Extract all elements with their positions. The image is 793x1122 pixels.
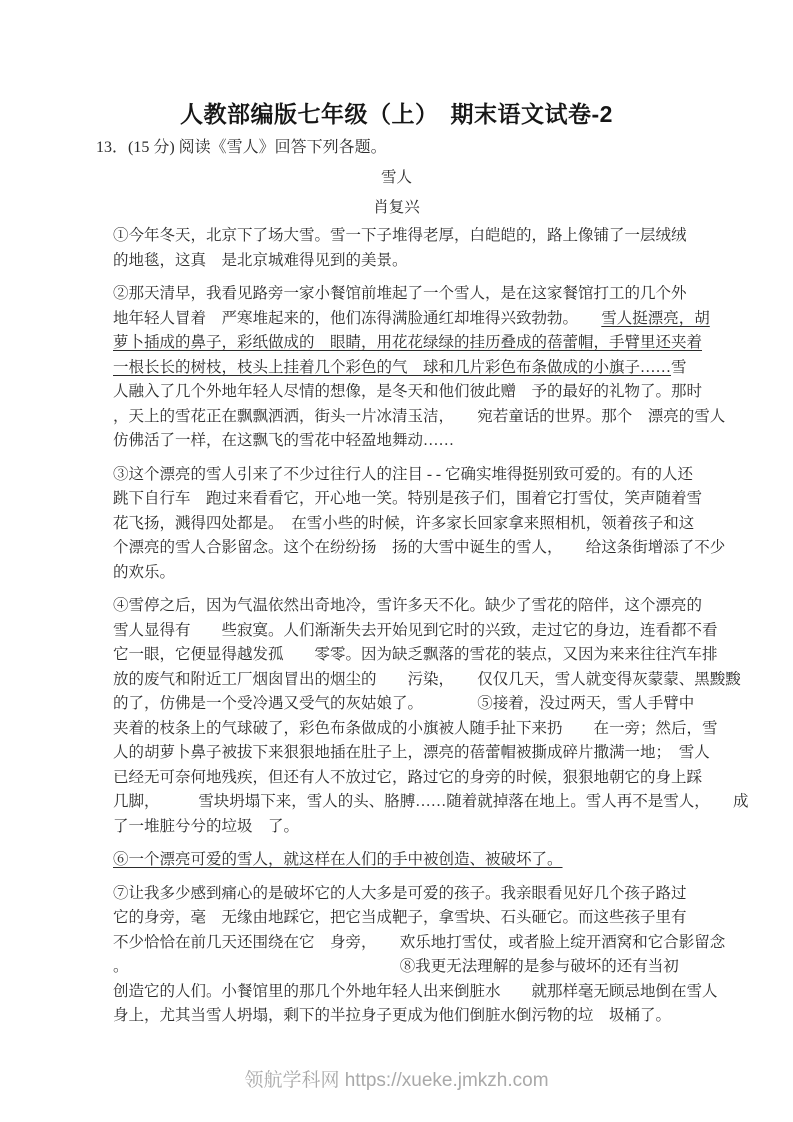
underlined-text-run: 雪人挺漂亮，胡 (601, 309, 710, 327)
underlined-text-run: 一根长长的树枝，枝头上挂着几个彩色的气 球和几片彩色布条做成的小旗子…… (113, 358, 672, 376)
text-run: 的地毯，这真 是北京城难得见到的美景。 (113, 251, 408, 269)
passage-paragraph-2 (113, 282, 726, 454)
passage-body (113, 224, 749, 1029)
passage-line (113, 487, 713, 512)
text-run: 雪人显得有 些寂寞。人们渐渐失去开始见到它时的兴致，走过它的身边，连看都不看 (113, 621, 718, 639)
text-run: 它的身旁，毫 无缘由地踩它，把它当成靶子，拿雪块、石头砸它。而这些孩子里有 (113, 909, 687, 926)
passage-line (113, 717, 718, 742)
passage-line (113, 955, 713, 980)
passage-line (113, 815, 713, 840)
passage-line (113, 249, 713, 274)
exam-title: 人教部编版七年级（上） 期末语文试卷-2 (180, 101, 613, 127)
text-run: 跳下自行车 跑过来看看它，开心地一笑。特别是孩子们，围着它打雪仗，笑声随着雪 (113, 490, 703, 507)
passage-title: 雪人 (380, 169, 412, 186)
text-run: 的欢乐。 (113, 563, 176, 581)
text-run: 人的胡萝卜鼻子被拔下来狠狠地插在肚子上，漂亮的蓓蕾帽被撕成碎片撒满一地； 雪人 (113, 744, 710, 761)
underlined-text-run: 萝卜插成的鼻子，彩纸做成的 眼睛，用花花绿绿的挂历叠成的蓓蕾帽，手臂里还夹着 (113, 334, 703, 351)
text-run: ，天上的雪花正在飘飘洒洒，街头一片冰清玉洁， 宛若童话的世界。那个 漂亮的雪人 (113, 407, 726, 425)
passage-line (113, 882, 713, 907)
passage-author: 肖复兴 (373, 199, 420, 216)
text-run: ④雪停之后，因为气温依然出奇地冷，雪许多天不化。缺少了雪花的陪伴，这个漂亮的 (113, 597, 703, 614)
passage-line (113, 282, 713, 307)
passage-line (113, 405, 726, 430)
text-run: 的了，仿佛是一个受冷遇又受气的灰姑娘了。 ⑤接着，没过两天，雪人手臂中 (113, 695, 695, 712)
passage-line (113, 980, 718, 1005)
passage-line (113, 561, 713, 586)
question-number-line: 13．(15 分) 阅读《雪人》回答下列各题。 (96, 139, 387, 156)
text-run: 夹着的枝条上的气球破了，彩色布条做成的小旗被人随手扯下来扔 在一旁；然后，雪 (113, 719, 718, 737)
passage-line (113, 790, 749, 815)
text-run: 花飞扬，溅得四处都是。 在雪小些的时候，许多家长回家拿来照相机，领着孩子和这 (113, 514, 695, 532)
passage-line (113, 766, 713, 791)
passage-line (113, 668, 741, 693)
passage-line (113, 307, 713, 332)
passage-line (113, 643, 718, 668)
text-run: 放的废气和附近工厂烟囱冒出的烟尘的 污染， 仅仅几天，雪人就变得灰蒙蒙、黑黢黢 (113, 670, 741, 688)
passage-line (113, 931, 726, 956)
passage-line (113, 1004, 713, 1029)
text-run: 已经无可奈何地残疾，但还有人不放过它，路过它的身旁的时候，狠狠地朝它的身上踩 (113, 768, 703, 786)
passage-line (113, 741, 713, 766)
passage-line (113, 224, 713, 249)
text-run: ②那天清早，我看见路旁一家小餐馆前堆起了一个雪人，是在这家餐馆打工的几个外 (113, 285, 687, 302)
text-run: 它一眼，它便显得越发孤 零零。因为缺乏飘落的雪花的装点，又因为来来往往汽车排 (113, 646, 718, 663)
text-run: 了一堆脏兮兮的垃圾 了。 (113, 817, 300, 835)
passage-paragraph-1 (113, 224, 713, 273)
passage-line (113, 848, 713, 873)
passage-line (113, 619, 718, 644)
passage-line (113, 356, 713, 381)
passage-paragraph-3 (113, 463, 726, 586)
passage-paragraph-5 (113, 848, 713, 873)
passage-line (113, 380, 713, 405)
passage-line (113, 463, 713, 488)
passage-paragraph-6 (113, 882, 726, 1029)
passage-line (113, 512, 713, 537)
text-run: 雪 (671, 358, 687, 376)
text-run: 仿佛活了一样，在这飘飞的雪花中轻盈地舞动…… (113, 432, 455, 449)
text-run: 地年轻人冒着 严寒堆起来的，他们冻得满脸通红却堆得兴致勃勃。 (113, 309, 602, 327)
text-run: 。 ⑧我更无法理解的是参与破坏的还有当初 (113, 958, 679, 975)
text-run: ①今年冬天，北京下了场大雪。雪一下子堆得老厚，白皑皑的，路上像铺了一层绒绒 (113, 227, 687, 244)
passage-paragraph-4 (113, 594, 749, 839)
text-run: ③这个漂亮的雪人引来了不少过往行人的注目 - - 它确实堆得挺别致可爱的。有的人还 (113, 465, 693, 483)
text-run: 人融入了几个外地年轻人尽情的想像，是冬天和他们彼此赠 予的最好的礼物了。那时 (113, 383, 703, 400)
text-run: 不少恰恰在前几天还围绕在它 身旁， 欢乐地打雪仗，或者脸上绽开酒窝和它合影留念 (113, 933, 726, 951)
passage-line (113, 692, 713, 717)
text-run: 几脚， 雪块坍塌下来，雪人的头、胳膊……随着就掉落在地上。雪人再不是雪人， 成 (113, 793, 749, 810)
text-run: 创造它的人们。小餐馆里的那几个外地年轻人出来倒脏水 就那样毫无顾忌地倒在雪人 (113, 982, 718, 1000)
footer-watermark: 领航学科网 https://xueke.jmkzh.com (244, 1070, 549, 1091)
text-run: 身上，尤其当雪人坍塌，剩下的半拉身子更成为他们倒脏水倒污物的垃 圾桶了。 (113, 1007, 672, 1024)
passage-line (113, 331, 713, 356)
passage-line (113, 906, 713, 931)
underlined-text-run: ⑥一个漂亮可爱的雪人，就这样在人们的手中被创造、被破坏了。 (113, 851, 563, 868)
text-run: 个漂亮的雪人合影留念。这个在纷纷扬 扬的大雪中诞生的雪人， 给这条街增添了不少 (113, 539, 726, 556)
passage-line (113, 536, 726, 561)
passage-line (113, 429, 713, 454)
passage-line (113, 594, 713, 619)
text-run: ⑦让我多少感到痛心的是破坏它的人大多是可爱的孩子。我亲眼看见好几个孩子路过 (113, 884, 687, 902)
